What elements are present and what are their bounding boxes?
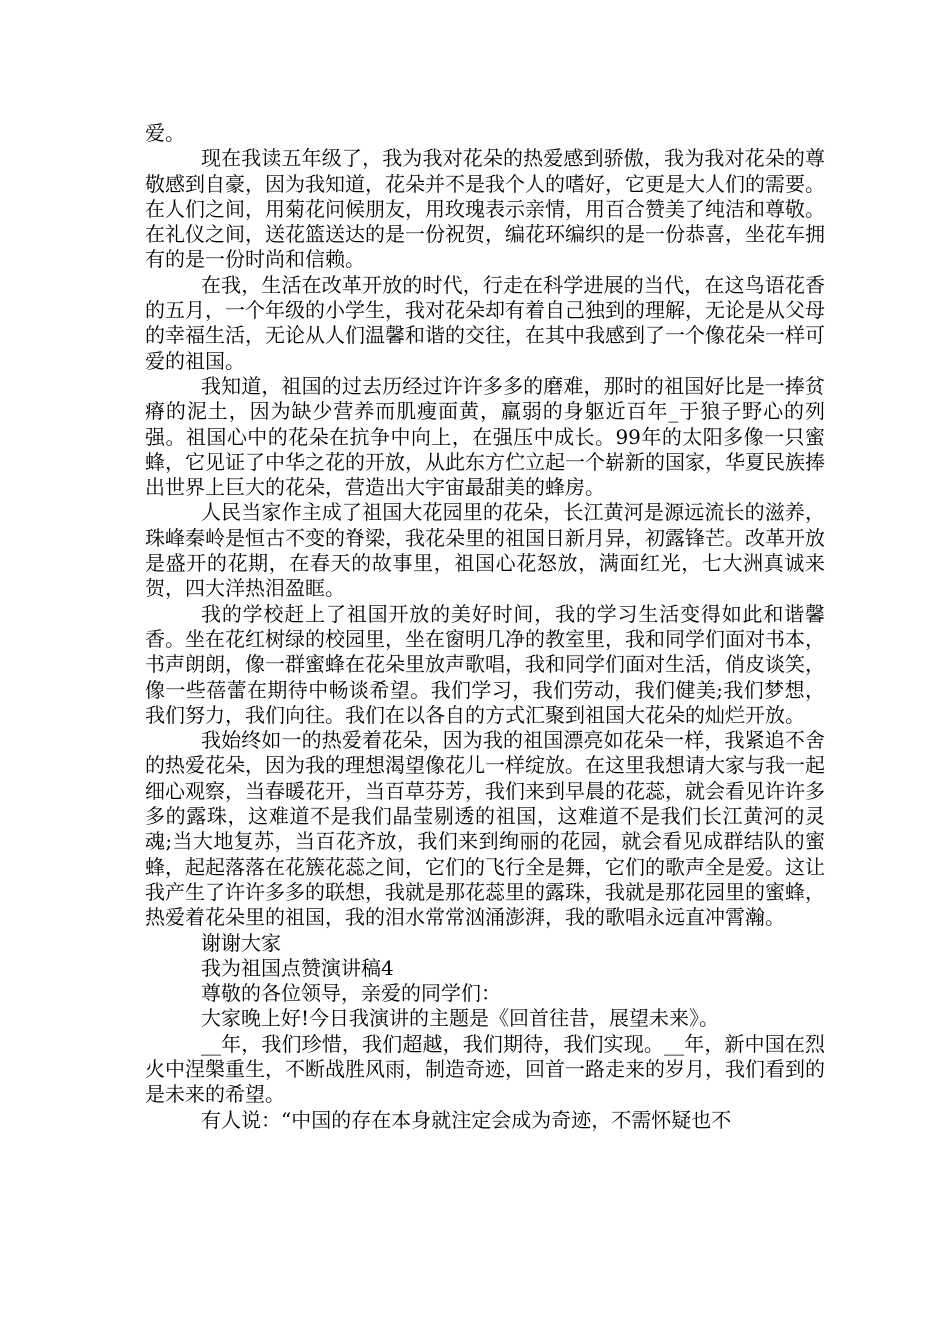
- paragraph-reform-era: 在我，生活在改革开放的时代，行走在科学进展的当代，在这鸟语花香的五月，一个年级的小学生，我对花朵却有着自己独到的理解，无论是从父母的幸福生活，无论从人们温馨和谐的交往，在其中我感到了一个像花朵一样可爱的祖国。: [145, 272, 825, 373]
- paragraph-history: 我知道，祖国的过去历经过许许多多的磨难，那时的祖国好比是一捧贫瘠的泥土，因为缺少营养而肌瘦面黄，羸弱的身躯近百年_于狼子野心的列强。祖国心中的花朵在抗争中向上，在强压中成长。99年的太阳多像一只蜜蜂，它见证了中华之花的开放，从此东方伫立起一个崭新的国家，华夏民族捧出世界上巨大的花朵，营造出大宇宙最甜美的蜂房。: [145, 373, 825, 500]
- paragraph-people-masters: 人民当家作主成了祖国大花园里的花朵，长江黄河是源远流长的滋养，珠峰秦岭是恒古不变的脊梁，我花朵里的祖国日新月异，初露锋芒。改革开放是盛开的花期，在春天的故事里，祖国心花怒放，满面红光，七大洲真诚来贺，四大洋热泪盈眶。: [145, 500, 825, 601]
- paragraph-school: 我的学校赶上了祖国开放的美好时间，我的学习生活变得如此和谐馨香。坐在花红树绿的校园里，坐在窗明几净的教室里，我和同学们面对书本，书声朗朗，像一群蜜蜂在花朵里放声歌唱，我和同学们面对生活，俏皮谈笑，像一些蓓蕾在期待中畅谈希望。我们学习，我们劳动，我们健美;我们梦想，我们努力，我们向往。我们在以各自的方式汇聚到祖国大花朵的灿烂开放。: [145, 601, 825, 727]
- paragraph-fifth-grade: 现在我读五年级了，我为我对花朵的热爱感到骄傲，我为我对花朵的尊敬感到自豪，因为我知道，花朵并不是我个人的嗜好，它更是大人们的需要。在人们之间，用菊花问候朋友，用玫瑰表示亲情，用百合赞美了纯洁和尊敬。在礼仪之间，送花篮送达的是一份祝贺，编花环编织的是一份恭喜，坐花车拥有的是一份时尚和信赖。: [145, 146, 825, 272]
- section-title: 我为祖国点赞演讲稿4: [201, 955, 394, 980]
- paragraph-continuation: 爱。: [145, 121, 185, 145]
- paragraph-greeting: 大家晚上好!今日我演讲的主题是《回首往昔，展望未来》。: [201, 1006, 720, 1031]
- paragraph-salutation: 尊敬的各位领导，亲爱的同学们：: [201, 981, 501, 1006]
- document-page: [145, 121, 825, 1133]
- paragraph-love-flowers: 我始终如一的热爱着花朵，因为我的祖国漂亮如花朵一样，我紧追不舍的热爱花朵，因为我的理想渴望像花儿一样绽放。在这里我想请大家与我一起细心观察，当春暖花开，当百草芬芳，我们来到早晨的花蕊，就会看见许许多多的露珠，这难道不是我们晶莹剔透的祖国，这难道不是我们长江黄河的灵魂;当大地复苏，当百花齐放，我们来到绚丽的花园，就会看见成群结队的蜜蜂，起起落落在花簇花蕊之间，它们的飞行全是舞，它们的歌声全是爱。这让我产生了许许多多的联想，我就是那花蕊里的露珠，我就是那花园里的蜜蜂，热爱着花朵里的祖国，我的泪水常常汹涌澎湃，我的歌唱永远直冲霄瀚。: [145, 728, 825, 930]
- paragraph-thanks: 谢谢大家: [201, 930, 281, 955]
- paragraph-years: __年，我们珍惜，我们超越，我们期待，我们实现。__年，新中国在烈火中涅槃重生，不断战胜风雨，制造奇迹，回首一路走来的岁月，我们看到的是未来的希望。: [145, 1031, 825, 1107]
- paragraph-quote: 有人说：“中国的存在本身就注定会成为奇迹，不需怀疑也不: [201, 1107, 732, 1132]
